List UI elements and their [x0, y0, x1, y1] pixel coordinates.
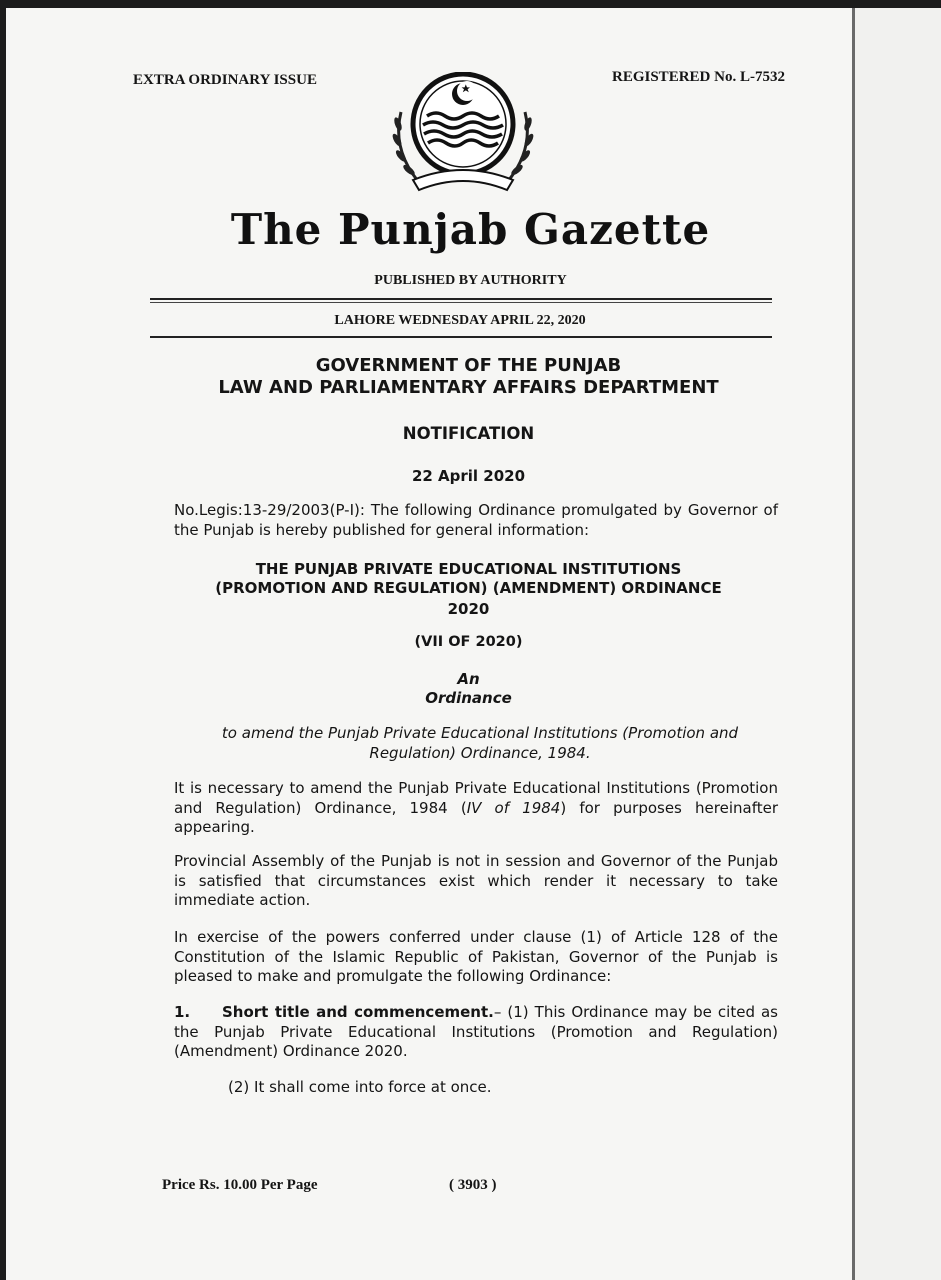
notification-heading: NOTIFICATION [402, 424, 535, 443]
punjab-government-emblem-icon [383, 72, 543, 202]
paragraph-text: It is necessary to amend the Punjab Private Educational Institutions (Promotion and Regulation) Ordinance, 1984 ( [174, 779, 778, 817]
price-label: Price Rs. 10.00 Per Page [162, 1177, 318, 1193]
an-label: An [457, 670, 480, 688]
section-1-subsection-2: (2) It shall come into force at once. [228, 1078, 492, 1096]
section-heading: Short title and commencement. [222, 1003, 494, 1021]
divider [150, 336, 772, 338]
divider [150, 298, 772, 300]
issue-type: EXTRA ORDINARY ISSUE [133, 72, 317, 88]
preamble: to amend the Punjab Private Educational Institutions (Promotion and Regulation) Ordinance, 1984. [221, 724, 739, 762]
registration-number: REGISTERED No. L-7532 [612, 69, 785, 85]
paragraph-italic-ref: IV of 1984 [466, 798, 561, 817]
ordinance-title-line: (PROMOTION AND REGULATION) (AMENDMENT) ORDINANCE [215, 579, 722, 597]
notification-intro: No.Legis:13-29/2003(P-I): The following Ordinance promulgated by Governor of the Punjab is hereby published for general information: [174, 501, 778, 539]
paragraph-necessity [174, 779, 778, 838]
section-1 [174, 1003, 778, 1062]
paragraph-text: ) for purposes hereinafter appearing. [174, 798, 778, 836]
paragraph-session: Provincial Assembly of the Punjab is not in session and Governor of the Punjab is satisfied that circumstances exist which render it necessary to take immediate action. [174, 852, 778, 909]
department-heading: LAW AND PARLIAMENTARY AFFAIRS DEPARTMENT [218, 377, 719, 398]
paragraph-powers: In exercise of the powers conferred under clause (1) of Article 128 of the Constitution of the Islamic Republic of Pakistan, Governor of the Punjab is pleased to make and promulgate the following Ordinance: [174, 928, 778, 985]
government-heading: GOVERNMENT OF THE PUNJAB [315, 355, 622, 376]
gazette-masthead: The Punjab Gazette [230, 205, 711, 254]
page-number: ( 3903 ) [449, 1177, 497, 1193]
section-number: 1. [174, 1003, 191, 1021]
notification-date: 22 April 2020 [411, 467, 526, 485]
ordinance-label: Ordinance [425, 689, 512, 707]
ordinance-number: (VII OF 2020) [414, 634, 523, 650]
svg-text:~~~: ~~~ [451, 177, 475, 187]
dateline: LAHORE WEDNESDAY APRIL 22, 2020 [334, 313, 586, 328]
published-by-authority: PUBLISHED BY AUTHORITY [374, 273, 567, 288]
divider [150, 302, 772, 303]
ordinance-title-line: THE PUNJAB PRIVATE EDUCATIONAL INSTITUTIONS [255, 560, 682, 578]
section-text: – (1) This Ordinance may be cited as the Punjab Private Educational Institutions (Promotion and Regulation) (Amendment) Ordinance 2020. [174, 1003, 778, 1060]
ordinance-title-line: 2020 [447, 600, 490, 618]
